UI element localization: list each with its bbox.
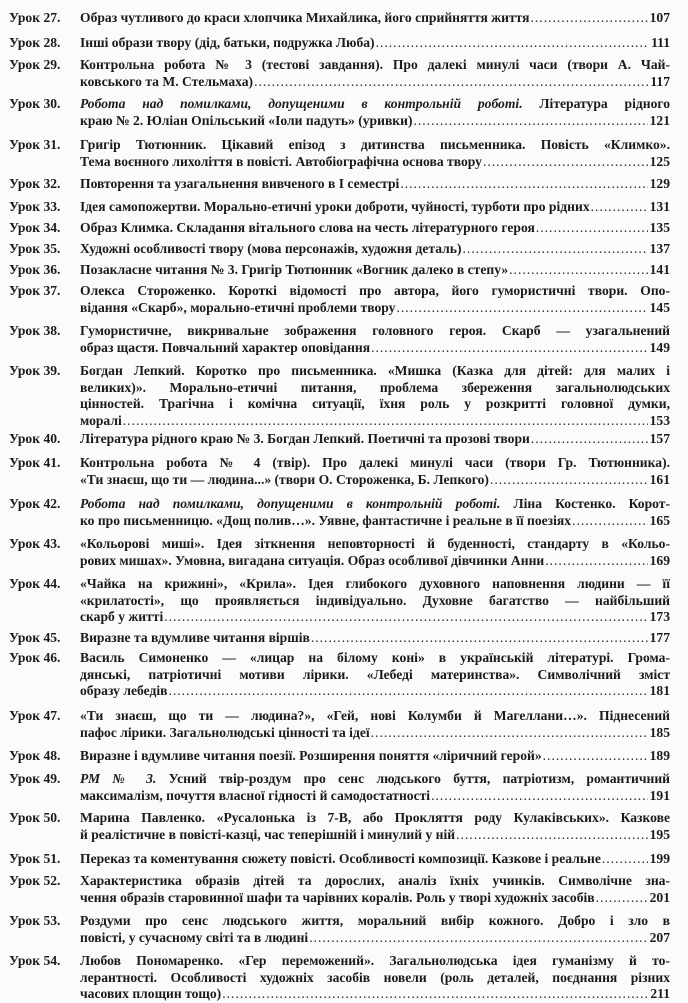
- lesson-number: Урок 40.: [9, 431, 61, 446]
- description-line: Любов Пономаренко. «Гер переможений». Загальнолюдська ідея гуманізму й то-: [80, 953, 670, 968]
- description-line: Виразне та вдумливе читання віршів ..... 177: [80, 630, 670, 647]
- leader-dots: [254, 74, 648, 91]
- lesson-description: [80, 630, 670, 647]
- toc-entry[interactable]: [0, 176, 688, 193]
- lesson-number: Урок 46.: [9, 650, 61, 665]
- lesson-description: [80, 576, 670, 626]
- leader-dots: [431, 788, 648, 805]
- lesson-description: [80, 650, 670, 700]
- lesson-number: Урок 52.: [9, 873, 61, 888]
- leader-dots: [543, 748, 648, 765]
- toc-entry[interactable]: [0, 576, 688, 626]
- description-line: «Ти знаєш, що ти — людина?», «Гей, нові Колумби й Магеллани…». Піднесений: [80, 708, 670, 723]
- page-number: 149: [649, 339, 670, 355]
- description-line: Виразне і вдумливе читання поезії. Розширення поняття «ліричний герой» ..... 189: [80, 748, 670, 765]
- page-number: 211: [650, 986, 670, 1002]
- description-line: Олекса Стороженко. Короткі відомості про автора, його гумористичні твори. Опо-: [80, 283, 670, 298]
- lesson-number: Урок 36.: [9, 262, 61, 277]
- description-line: Переказ та коментування сюжету повісті. Особливості композиції. Казкове і реальне ..... 199: [80, 851, 670, 868]
- description-line: максималізм, почуття власної гідності й самодостатності ..... 191: [80, 788, 670, 805]
- lesson-description: [80, 708, 670, 741]
- lesson-description: [80, 10, 670, 27]
- page-number: 117: [650, 73, 670, 89]
- page-number: 189: [649, 748, 670, 763]
- leader-dots: [123, 413, 648, 430]
- leader-dots: [413, 113, 647, 130]
- toc-entry[interactable]: [0, 650, 688, 700]
- lesson-description: [80, 431, 670, 448]
- page-number: 107: [649, 10, 670, 25]
- toc-entry[interactable]: [0, 241, 688, 258]
- page-number: 141: [649, 262, 670, 277]
- lesson-number: Урок 42.: [9, 496, 61, 511]
- description-line: чення образів старовинної шафи та чарівних коралів. Роль у творі художніх засобів ..... 201: [80, 890, 670, 907]
- description-line: й реалістичне в повісті-казці, час теперішній і минулий у ній ..... 195: [80, 827, 670, 844]
- lesson-number: Урок 54.: [9, 953, 61, 968]
- leader-dots: [545, 553, 647, 570]
- description-line: цінностей. Трагічна і комічна ситуації, їхня роль у розкритті головної думки,: [80, 396, 670, 412]
- description-line: ко про письменницю. «Дощ полив…». Уявне, фантастичне і реальне в її поезіях ..... 165: [80, 513, 670, 530]
- lesson-description: [80, 748, 670, 765]
- description-line: Богдан Лепкий. Коротко про письменника. «Мишка (Казка для дітей: для малих і: [80, 363, 670, 378]
- lesson-description: [80, 241, 670, 258]
- toc-entry[interactable]: [0, 35, 688, 52]
- lesson-number: Урок 28.: [9, 35, 61, 50]
- toc-entry[interactable]: [0, 771, 688, 804]
- description-line: Позакласне читання № 3. Григір Тютюнник «Вогник далеко в степу» ..... 141: [80, 262, 670, 279]
- lesson-number: Урок 48.: [9, 748, 61, 763]
- toc-entry[interactable]: [0, 630, 688, 647]
- description-line: Григір Тютюнник. Цікавий епізод з дитинства письменника. Повість «Климко».: [80, 137, 670, 152]
- description-line: «Кольорові миші». Ідея зіткнення неповторності й буденності, стандарту в «Кольо-: [80, 536, 670, 551]
- page-number: 137: [649, 241, 670, 256]
- page-number: 207: [649, 929, 670, 945]
- description-line: «крилатості», що проявляється індивідуально. Духовне багатство — найбільший: [80, 592, 670, 608]
- leader-dots: [164, 609, 647, 626]
- lesson-number: Урок 31.: [9, 137, 61, 152]
- lesson-description: [80, 536, 670, 569]
- lesson-number: Урок 32.: [9, 176, 61, 191]
- lesson-description: [80, 283, 670, 316]
- lesson-number: Урок 38.: [9, 323, 61, 338]
- leader-dots: [371, 340, 648, 357]
- lesson-number: Урок 47.: [9, 708, 61, 723]
- lesson-description: [80, 363, 670, 429]
- leader-dots: [531, 431, 648, 448]
- lesson-description: [80, 913, 670, 946]
- leader-dots: [591, 199, 648, 216]
- lesson-number: Урок 45.: [9, 630, 61, 645]
- leader-dots: [309, 930, 647, 947]
- lesson-description: [80, 176, 670, 193]
- description-line: Контрольна робота № 3 (тестові завдання). Про далекі минулі часи (твори А. Чай-: [80, 57, 670, 72]
- leader-dots: [483, 154, 648, 171]
- leader-dots: [222, 986, 648, 1003]
- leader-dots: [490, 472, 648, 489]
- lesson-number: Урок 39.: [9, 363, 61, 378]
- lesson-number: Урок 37.: [9, 283, 61, 298]
- toc-entry[interactable]: [0, 953, 688, 1003]
- toc-entry[interactable]: [0, 851, 688, 868]
- leader-dots: [536, 220, 648, 237]
- description-line: моралі ..... 153: [80, 413, 670, 430]
- toc-entry[interactable]: [0, 220, 688, 237]
- lesson-number: Урок 35.: [9, 241, 61, 256]
- page-number: 129: [649, 176, 670, 191]
- lesson-description: [80, 953, 670, 1003]
- description-line: Інші образи твору (дід, батьки, подружка Люба) ..... 111: [80, 35, 670, 52]
- toc-entry[interactable]: [0, 810, 688, 843]
- toc-entry[interactable]: [0, 455, 688, 488]
- description-line: Марина Павленко. «Русалонька із 7-В, або Прокляття роду Кулаківських». Казкове: [80, 810, 670, 825]
- leader-dots: [371, 725, 648, 742]
- page-number: 135: [649, 220, 670, 235]
- description-line: ковського та М. Стельмаха) ..... 117: [80, 74, 670, 91]
- toc-entry[interactable]: [0, 496, 688, 529]
- toc-entry[interactable]: [0, 708, 688, 741]
- lesson-number: Урок 49.: [9, 771, 61, 786]
- description-line: Роздуми про сенс людського життя, моральний вибір кожного. Добро і зло в: [80, 913, 670, 928]
- description-line: великих)». Морально-етичні питання, проблема збереження загальнолюдських: [80, 379, 670, 395]
- leader-dots: [456, 827, 648, 844]
- leader-dots: [596, 890, 648, 907]
- page-number: 161: [649, 471, 670, 487]
- toc-entry[interactable]: [0, 96, 688, 129]
- page-number: 153: [649, 412, 670, 428]
- toc-entry[interactable]: [0, 57, 688, 90]
- description-line: Василь Симоненко — «лицар на білому коні» в українській літературі. Грома-: [80, 650, 670, 665]
- page-number: 111: [651, 35, 670, 50]
- lesson-number: Урок 50.: [9, 810, 61, 825]
- lesson-description: [80, 35, 670, 52]
- toc-entry[interactable]: [0, 913, 688, 946]
- description-line: Гумористичне, викривальне зображення головного героя. Скарб — узагальнений: [80, 323, 670, 338]
- description-line: Контрольна робота № 4 (твір). Про далекі минулі часи (твори Гр. Тютюнника).: [80, 455, 670, 470]
- description-line: Ідея самопожертви. Морально-етичні уроки доброти, чуйності, турботи про рідних ..... 131: [80, 199, 670, 216]
- lesson-description: [80, 496, 670, 529]
- lesson-number: Урок 44.: [9, 576, 61, 591]
- description-line: Художні особливості твору (мова персонажів, художня деталь) ..... 137: [80, 241, 670, 258]
- leader-dots: [400, 176, 647, 193]
- leader-dots: [572, 513, 648, 530]
- page-number: 173: [649, 609, 670, 625]
- toc-entry[interactable]: [0, 323, 688, 356]
- lesson-description: [80, 851, 670, 868]
- toc-entry[interactable]: [0, 873, 688, 906]
- description-line: Характеристика образів дітей та дорослих, аналіз їхніх учинків. Символічне зна-: [80, 873, 670, 888]
- description-line: скарб у житті ..... 173: [80, 609, 670, 626]
- lesson-number: Урок 29.: [9, 57, 61, 72]
- lesson-number: Урок 43.: [9, 536, 61, 551]
- lesson-description: [80, 199, 670, 216]
- leader-dots: [509, 262, 647, 279]
- lesson-description: [80, 455, 670, 488]
- toc-entry[interactable]: [0, 748, 688, 765]
- page-number: 165: [649, 512, 670, 528]
- lesson-number: Урок 30.: [9, 96, 61, 111]
- description-line: часових площин тощо) ..... 211: [80, 986, 670, 1003]
- description-line: рових мишах». Умовна, вигадана ситуація. Образ особливої дівчинки Анни ..... 169: [80, 553, 670, 570]
- leader-dots: [168, 683, 647, 700]
- page-number: 131: [649, 199, 670, 214]
- page-number: 185: [649, 724, 670, 740]
- page-number: 201: [649, 889, 670, 905]
- description-line: РМ № 3. Усний твір-роздум про сенс людського буття, патріотизм, романтичний: [80, 771, 670, 786]
- lesson-description: [80, 810, 670, 843]
- leader-dots: [531, 10, 648, 27]
- toc-entry[interactable]: [0, 283, 688, 316]
- toc-entry[interactable]: [0, 137, 688, 170]
- lesson-description: [80, 57, 670, 90]
- lesson-description: [80, 262, 670, 279]
- leader-dots: [396, 300, 647, 317]
- lesson-description: [80, 96, 670, 129]
- page-number: 191: [649, 787, 670, 803]
- description-line: відання «Скарб», морально-етичні проблеми твору ..... 145: [80, 300, 670, 317]
- lesson-description: [80, 137, 670, 170]
- lesson-number: Урок 34.: [9, 220, 61, 235]
- description-line: «Чайка на крижині», «Крила». Ідея глибокого духовного наповнення людини — її: [80, 576, 670, 591]
- lesson-number: Урок 33.: [9, 199, 61, 214]
- leader-dots: [462, 241, 647, 258]
- description-line: лерантності. Особливості художніх засобів новели (роль деталей, поєднання різних: [80, 969, 670, 985]
- page-number: 177: [649, 630, 670, 645]
- description-line: Образ чутливого до краси хлопчика Михайлика, його сприйняття життя ..... 107: [80, 10, 670, 27]
- description-line: Тема воєнного лихоліття в повісті. Автобіографічна основа твору ..... 125: [80, 154, 670, 171]
- page-number: 125: [649, 153, 670, 169]
- page-number: 121: [649, 112, 670, 128]
- description-line: Робота над помилками, допущеними в контрольній роботі. Ліна Костенко. Корот-: [80, 496, 670, 511]
- page-number: 181: [649, 683, 670, 699]
- lesson-number: Урок 51.: [9, 851, 61, 866]
- lesson-number: Урок 41.: [9, 455, 61, 470]
- toc-entry[interactable]: [0, 10, 688, 27]
- lesson-description: [80, 873, 670, 906]
- description-line: Образ Климка. Складання вітального слова на честь літературного героя ..... 135: [80, 220, 670, 237]
- description-line: пафос лірики. Загальнолюдські цінності та ідеї ..... 185: [80, 725, 670, 742]
- toc-entry[interactable]: [0, 363, 688, 429]
- description-line: образ щастя. Повчальний характер оповідання ..... 149: [80, 340, 670, 357]
- page-number: 169: [649, 552, 670, 568]
- lesson-number: Урок 53.: [9, 913, 61, 928]
- description-line: дянські, патріотичні мотиви лірики. «Лебеді материнства». Символічний зміст: [80, 666, 670, 682]
- description-line: образу лебедів ..... 181: [80, 683, 670, 700]
- toc-entry[interactable]: [0, 199, 688, 216]
- description-line: «Ти знаєш, що ти — людина...» (твори О. Стороженка, Б. Лепкого) ..... 161: [80, 472, 670, 489]
- page-number: 199: [649, 851, 670, 866]
- description-line: Повторення та узагальнення вивченого в І семестрі ..... 129: [80, 176, 670, 193]
- toc-entry[interactable]: [0, 536, 688, 569]
- lesson-description: [80, 323, 670, 356]
- page-number: 157: [649, 431, 670, 446]
- page-number: 195: [649, 826, 670, 842]
- lesson-description: [80, 771, 670, 804]
- leader-dots: [376, 35, 650, 52]
- leader-dots: [602, 851, 648, 868]
- lesson-description: [80, 220, 670, 237]
- lesson-number: Урок 27.: [9, 10, 61, 25]
- description-line: краю № 2. Юліан Опільський «Іоли падуть» (уривки) ..... 121: [80, 113, 670, 130]
- description-line: повісті, у сучасному світі та в людині ..... 207: [80, 930, 670, 947]
- leader-dots: [311, 630, 648, 647]
- toc-entry[interactable]: [0, 262, 688, 279]
- description-line: Література рідного краю № 3. Богдан Лепкий. Поетичні та прозові твори ..... 157: [80, 431, 670, 448]
- description-line: Робота над помилками, допущеними в контрольній роботі. Література рідного: [80, 96, 670, 111]
- page-number: 145: [649, 299, 670, 315]
- toc-entry[interactable]: [0, 431, 688, 448]
